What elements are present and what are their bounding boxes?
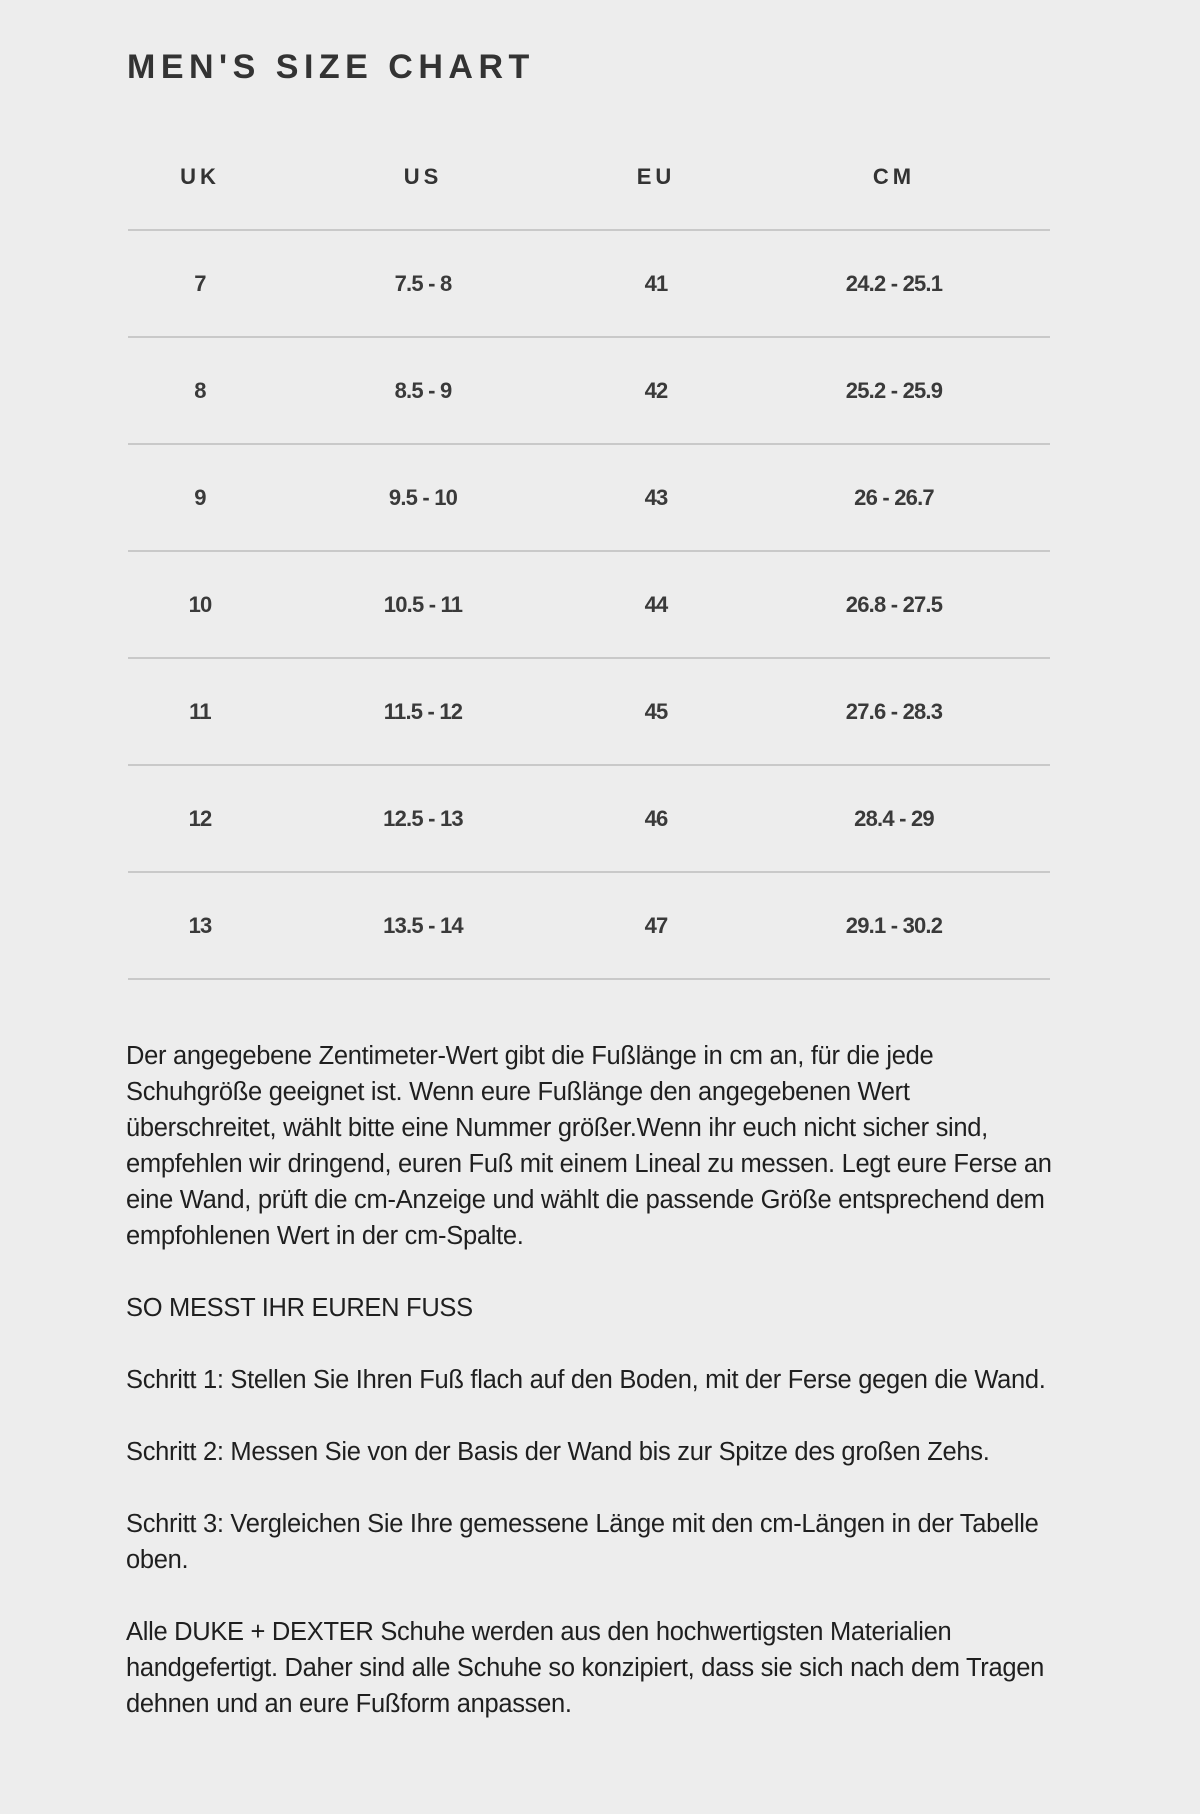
cell-uk: 11 — [128, 658, 272, 765]
table-row — [128, 444, 1050, 551]
cell-cm: 24.2 - 25.1 — [738, 230, 1050, 337]
table-row — [128, 872, 1050, 979]
header-uk: UK — [128, 124, 272, 230]
cell-uk: 8 — [128, 337, 272, 444]
cell-uk: 12 — [128, 765, 272, 872]
cell-cm: 26 - 26.7 — [738, 444, 1050, 551]
table-header-row — [128, 124, 1050, 230]
step-1: Schritt 1: Stellen Sie Ihren Fuß flach auf den Boden, mit der Ferse gegen die Wand. — [126, 1366, 1046, 1394]
size-table — [128, 124, 1050, 980]
cell-us: 10.5 - 11 — [272, 551, 574, 658]
cell-uk: 9 — [128, 444, 272, 551]
table-row — [128, 658, 1050, 765]
description-paragraph: Der angegebene Zentimeter-Wert gibt die Fußlänge in cm an, für die jede Schuhgröße geeignet ist. Wenn eure Fußlänge den angegebenen Wert überschreitet, wählt bitte eine Nummer größer.Wenn ihr euch nicht sicher sind, empfehlen wir dringend, euren Fuß mit einem Lineal zu messen. Legt eure Ferse an eine Wand, prüft die cm-Anzeige und wählt die passende Größe entsprechend dem empfohlenen Wert in der cm-Spalte. — [126, 1042, 1052, 1250]
header-cm: CM — [738, 124, 1050, 230]
header-eu: EU — [574, 124, 738, 230]
cell-eu: 42 — [574, 337, 738, 444]
table-row — [128, 337, 1050, 444]
cell-us: 8.5 - 9 — [272, 337, 574, 444]
cell-us: 7.5 - 8 — [272, 230, 574, 337]
cell-eu: 45 — [574, 658, 738, 765]
cell-eu: 41 — [574, 230, 738, 337]
footer-note: Alle DUKE + DEXTER Schuhe werden aus den hochwertigsten Materialien handgefertigt. Daher sind alle Schuhe so konzipiert, dass sie sich nach dem Tragen dehnen und an eure Fußform anpassen. — [126, 1618, 1045, 1718]
how-to-measure-heading: SO MESST IHR EUREN FUSS — [126, 1294, 473, 1322]
step-3: Schritt 3: Vergleichen Sie Ihre gemessene Länge mit den cm-Längen in der Tabelle oben. — [126, 1510, 1039, 1574]
cell-eu: 46 — [574, 765, 738, 872]
cell-us: 9.5 - 10 — [272, 444, 574, 551]
cell-cm: 25.2 - 25.9 — [738, 337, 1050, 444]
page-title: MEN'S SIZE CHART — [127, 48, 535, 86]
cell-us: 13.5 - 14 — [272, 872, 574, 979]
cell-us: 11.5 - 12 — [272, 658, 574, 765]
cell-us: 12.5 - 13 — [272, 765, 574, 872]
cell-uk: 10 — [128, 551, 272, 658]
size-info — [126, 1038, 1066, 1758]
cell-eu: 43 — [574, 444, 738, 551]
table-row — [128, 230, 1050, 337]
table-row — [128, 765, 1050, 872]
table-row — [128, 551, 1050, 658]
step-2: Schritt 2: Messen Sie von der Basis der Wand bis zur Spitze des großen Zehs. — [126, 1438, 990, 1466]
cell-eu: 44 — [574, 551, 738, 658]
cell-cm: 28.4 - 29 — [738, 765, 1050, 872]
cell-cm: 29.1 - 30.2 — [738, 872, 1050, 979]
cell-cm: 27.6 - 28.3 — [738, 658, 1050, 765]
header-us: US — [272, 124, 574, 230]
cell-uk: 7 — [128, 230, 272, 337]
cell-cm: 26.8 - 27.5 — [738, 551, 1050, 658]
cell-uk: 13 — [128, 872, 272, 979]
cell-eu: 47 — [574, 872, 738, 979]
